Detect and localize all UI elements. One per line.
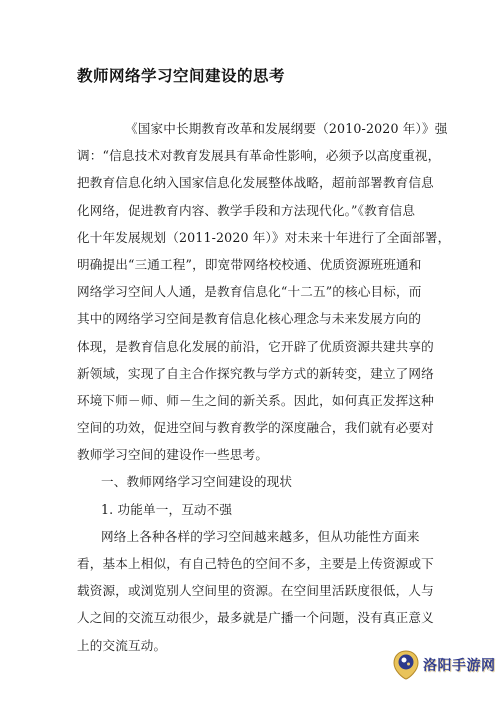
paragraph-line: 教师学习空间的建设作一些思考。	[77, 447, 269, 463]
paragraph-line: 1. 功能单一，互动不强	[101, 501, 233, 517]
paragraph-line: 空间的功效，促进空间与教育教学的深度融合，我们就有必要对	[77, 420, 434, 436]
paragraph-line: 人之间的交流互动很少，最多就是广播一个问题，没有真正意义	[77, 610, 434, 626]
game-controller-logo-icon	[393, 650, 419, 680]
paragraph-line: 网络学习空间人人通，是教育信息化“十二五”的核心目标，而	[77, 284, 422, 300]
document-title: 教师网络学习空间建设的思考	[77, 67, 286, 85]
paragraph-line: 调：“信息技术对教育发展具有革命性影响，必须予以高度重视，	[77, 148, 441, 164]
paragraph-line: 一、教师网络学习空间建设的现状	[101, 474, 293, 490]
paragraph-line: 《国家中长期教育改革和发展纲要（2010-2020 年）》强	[125, 121, 448, 136]
paragraph-line: 上的交流互动。	[77, 637, 167, 653]
paragraph-line: 新领域，实现了自主合作探究教与学方式的新转变，建立了网络	[77, 365, 434, 381]
paragraph-line: 看，基本上相似，有自己特色的空间不多，主要是上传资源或下	[77, 556, 434, 571]
paragraph-line: 网络上各种各样的学习空间越来越多，但从功能性方面来	[101, 528, 420, 544]
paragraph-line: 环境下师－师、师－生之间的新关系。因此，如何真正发挥这种	[77, 392, 434, 408]
document-body	[77, 115, 451, 659]
paragraph-line: 把教育信息化纳入国家信息化发展整体战略，超前部署教育信息	[77, 175, 434, 191]
paragraph-line: 其中的网络学习空间是教育信息化核心理念与未来发展方向的	[77, 311, 422, 327]
site-watermark	[393, 650, 496, 680]
paragraph-line: 体现，是教育信息化发展的前沿，它开辟了优质资源共建共享的	[77, 338, 434, 354]
paragraph-line: 化网络，促进教育内容、教学手段和方法现代化。”《教育信息	[77, 202, 416, 218]
watermark-text: 洛阳手游网	[423, 658, 496, 674]
paragraph-line: 化十年发展规划（2011-2020 年）》对未来十年进行了全面部署，	[77, 229, 451, 245]
paragraph-line: 载资源，或浏览别人空间里的资源。在空间里活跃度很低，人与	[77, 583, 434, 599]
paragraph-line: 明确提出“三通工程”，即宽带网络校校通、优质资源班班通和	[77, 256, 422, 272]
